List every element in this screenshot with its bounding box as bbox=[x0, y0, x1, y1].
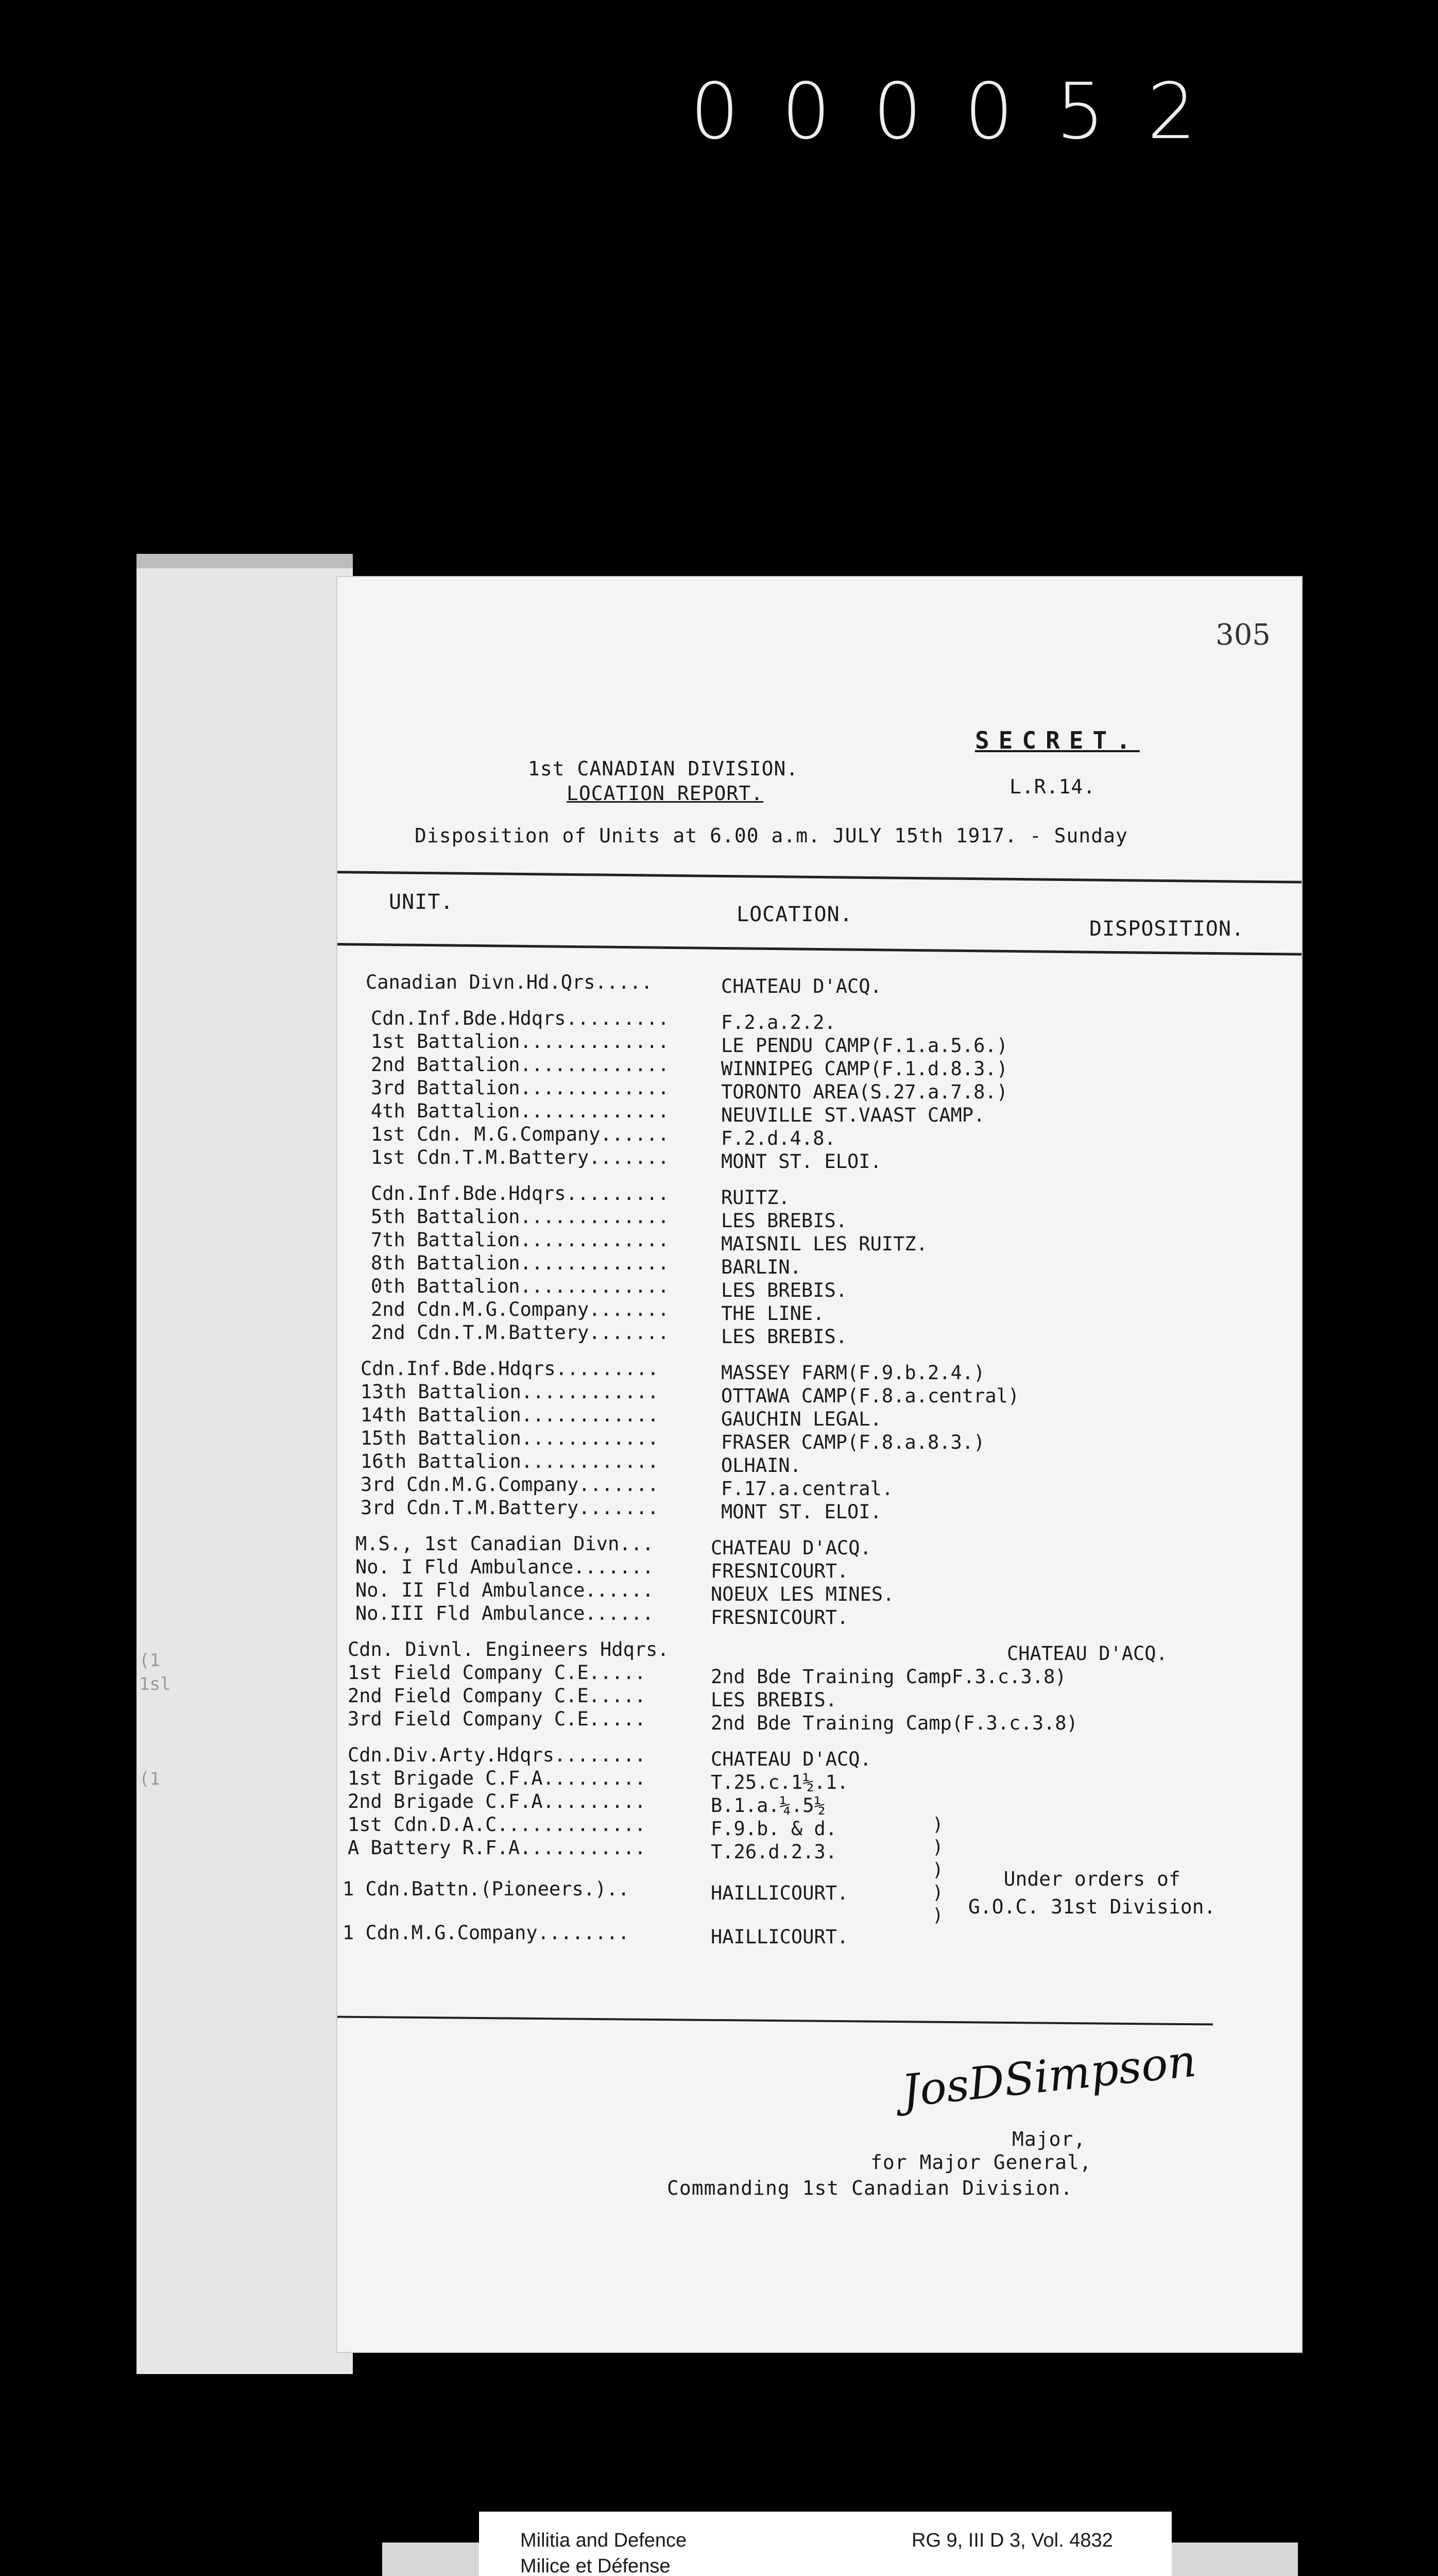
unit-location: MASSEY FARM(F.9.b.2.4.) bbox=[721, 1362, 985, 1384]
unit-name: Canadian Divn.Hd.Qrs..... bbox=[366, 971, 653, 993]
unit-location: MONT ST. ELOI. bbox=[721, 1150, 882, 1173]
unit-location: 2nd Bde Training Camp(F.3.c.3.8) bbox=[711, 1712, 1078, 1734]
brace: ) ) ) ) ) bbox=[932, 1814, 944, 1926]
unit-name: 1st Battalion............. bbox=[371, 1030, 670, 1053]
unit-location: MONT ST. ELOI. bbox=[721, 1501, 882, 1523]
unit-location: LES BREBIS. bbox=[721, 1326, 848, 1348]
unit-location: THE LINE. bbox=[721, 1302, 825, 1325]
unit-name: 3rd Cdn.T.M.Battery....... bbox=[361, 1497, 659, 1519]
unit-name: 1st Brigade C.F.A......... bbox=[348, 1767, 646, 1789]
back-page bbox=[136, 554, 353, 2374]
report-number: L.R.14. bbox=[1009, 775, 1096, 798]
signature-command-line: Commanding 1st Canadian Division. bbox=[667, 2177, 1073, 2199]
unit-location: HAILLICOURT. bbox=[711, 1926, 849, 1948]
unit-name: 0th Battalion............. bbox=[371, 1275, 670, 1297]
unit-location: CHATEAU D'ACQ. bbox=[711, 1537, 871, 1559]
unit-name: 3rd Field Company C.E..... bbox=[348, 1708, 646, 1730]
unit-location: CHATEAU D'ACQ. bbox=[721, 975, 882, 997]
unit-location: T.25.c.1½.1. bbox=[711, 1771, 849, 1793]
unit-name: 3rd Cdn.M.G.Company....... bbox=[361, 1473, 659, 1496]
unit-name: Cdn.Div.Arty.Hdqrs........ bbox=[348, 1744, 646, 1766]
archive-label-line-2: Milice et Défense bbox=[520, 2555, 671, 2576]
unit-name: 1st Cdn.T.M.Battery....... bbox=[371, 1146, 670, 1168]
unit-name: M.S., 1st Canadian Divn... bbox=[355, 1533, 654, 1555]
unit-location: RUITZ. bbox=[721, 1187, 790, 1209]
unit-name: No. II Fld Ambulance...... bbox=[355, 1579, 654, 1601]
unit-location: TORONTO AREA(S.27.a.7.8.) bbox=[721, 1081, 1008, 1103]
archive-label-line-1: Militia and Defence bbox=[520, 2530, 687, 2551]
unit-location: BARLIN. bbox=[721, 1256, 801, 1278]
unit-location: FRASER CAMP(F.8.a.8.3.) bbox=[721, 1431, 985, 1453]
unit-location: F.2.a.2.2. bbox=[721, 1011, 836, 1033]
unit-location: LE PENDU CAMP(F.1.a.5.6.) bbox=[721, 1035, 1008, 1057]
page-number: 305 bbox=[1216, 618, 1271, 652]
unit-name: A Battery R.F.A........... bbox=[348, 1837, 646, 1859]
unit-location: OTTAWA CAMP(F.8.a.central) bbox=[721, 1385, 1020, 1407]
column-header-location: LOCATION. bbox=[737, 903, 853, 926]
unit-location: HAILLICOURT. bbox=[711, 1882, 849, 1904]
unit-location: WINNIPEG CAMP(F.1.d.8.3.) bbox=[721, 1058, 1008, 1080]
signature-for-line: for Major General, bbox=[870, 2151, 1092, 2174]
unit-name: 1st Field Company C.E..... bbox=[348, 1662, 646, 1684]
unit-name: 13th Battalion............ bbox=[361, 1381, 659, 1403]
unit-location: F.9.b. & d. bbox=[711, 1818, 837, 1840]
unit-name: 2nd Battalion............. bbox=[371, 1054, 670, 1076]
unit-name: Cdn.Inf.Bde.Hdqrs......... bbox=[371, 1007, 670, 1029]
unit-location: MAISNIL LES RUITZ. bbox=[721, 1233, 928, 1255]
unit-location: F.2.d.4.8. bbox=[721, 1127, 836, 1149]
signature: JosDSimpson bbox=[899, 2035, 1199, 2117]
unit-name: 2nd Cdn.T.M.Battery....... bbox=[371, 1321, 670, 1344]
unit-name: 8th Battalion............. bbox=[371, 1252, 670, 1274]
classification-mark: SECRET. bbox=[975, 726, 1140, 754]
unit-name: 1st Cdn.D.A.C............. bbox=[348, 1814, 646, 1836]
unit-name: 5th Battalion............. bbox=[371, 1206, 670, 1228]
disposition-note: Under orders of G.O.C. 31st Division. bbox=[968, 1868, 1216, 1918]
division-name: 1st CANADIAN DIVISION. bbox=[528, 757, 799, 780]
closing-rule bbox=[337, 2016, 1213, 2026]
unit-name: Cdn.Inf.Bde.Hdqrs......... bbox=[371, 1182, 670, 1205]
unit-name: 14th Battalion............ bbox=[361, 1404, 659, 1426]
unit-location: CHATEAU D'ACQ. bbox=[711, 1748, 871, 1770]
unit-location: LES BREBIS. bbox=[721, 1279, 848, 1301]
frame-number: 000052 bbox=[690, 67, 1239, 157]
unit-location: NEUVILLE ST.VAAST CAMP. bbox=[721, 1104, 985, 1126]
unit-name: 2nd Brigade C.F.A......... bbox=[348, 1790, 646, 1812]
ghost-marks: (1 1sl (1 bbox=[139, 1650, 171, 1789]
column-header-unit: UNIT. bbox=[389, 890, 454, 914]
unit-name: 2nd Cdn.M.G.Company....... bbox=[371, 1298, 670, 1320]
signature-rank: Major, bbox=[1012, 2128, 1086, 2150]
unit-name: 1 Cdn.Battn.(Pioneers.).. bbox=[343, 1878, 629, 1900]
disposition-line: Disposition of Units at 6.00 a.m. JULY 15th 1917. - Sunday bbox=[415, 824, 1128, 847]
unit-name: Cdn. Divnl. Engineers Hdqrs. bbox=[348, 1638, 669, 1660]
unit-name: 1 Cdn.M.G.Company........ bbox=[343, 1922, 629, 1944]
unit-name: Cdn.Inf.Bde.Hdqrs......... bbox=[361, 1358, 659, 1380]
report-title: LOCATION REPORT. bbox=[567, 782, 764, 805]
archive-reference: RG 9, III D 3, Vol. 4832 bbox=[912, 2530, 1113, 2551]
column-header-disposition: DISPOSITION. bbox=[1089, 917, 1244, 941]
document-page bbox=[337, 577, 1302, 2352]
unit-location: 2nd Bde Training CampF.3.c.3.8) bbox=[711, 1666, 1067, 1688]
unit-name: 1st Cdn. M.G.Company...... bbox=[371, 1123, 670, 1145]
header-rule-top bbox=[337, 871, 1302, 884]
unit-location: LES BREBIS. bbox=[721, 1210, 848, 1232]
unit-location: OLHAIN. bbox=[721, 1454, 801, 1477]
unit-location: T.26.d.2.3. bbox=[711, 1841, 837, 1863]
unit-name: 7th Battalion............. bbox=[371, 1229, 670, 1251]
unit-location: GAUCHIN LEGAL. bbox=[721, 1408, 882, 1430]
unit-location: NOEUX LES MINES. bbox=[711, 1583, 895, 1605]
unit-name: 4th Battalion............. bbox=[371, 1100, 670, 1122]
unit-name: 15th Battalion............ bbox=[361, 1427, 659, 1449]
unit-location: FRESNICOURT. bbox=[711, 1560, 849, 1582]
unit-name: No. I Fld Ambulance....... bbox=[355, 1556, 654, 1578]
unit-location: CHATEAU D'ACQ. bbox=[1007, 1642, 1168, 1665]
unit-name: 2nd Field Company C.E..... bbox=[348, 1685, 646, 1707]
unit-name: No.III Fld Ambulance...... bbox=[355, 1602, 654, 1624]
unit-location: LES BREBIS. bbox=[711, 1689, 837, 1711]
unit-location: FRESNICOURT. bbox=[711, 1606, 849, 1629]
header-rule-bottom bbox=[337, 943, 1302, 956]
unit-location: B.1.a.¼.5½ bbox=[711, 1794, 826, 1817]
unit-name: 3rd Battalion............. bbox=[371, 1077, 670, 1099]
unit-name: 16th Battalion............ bbox=[361, 1450, 659, 1472]
unit-location: F.17.a.central. bbox=[721, 1478, 894, 1500]
archive-label-card bbox=[479, 2512, 1172, 2576]
